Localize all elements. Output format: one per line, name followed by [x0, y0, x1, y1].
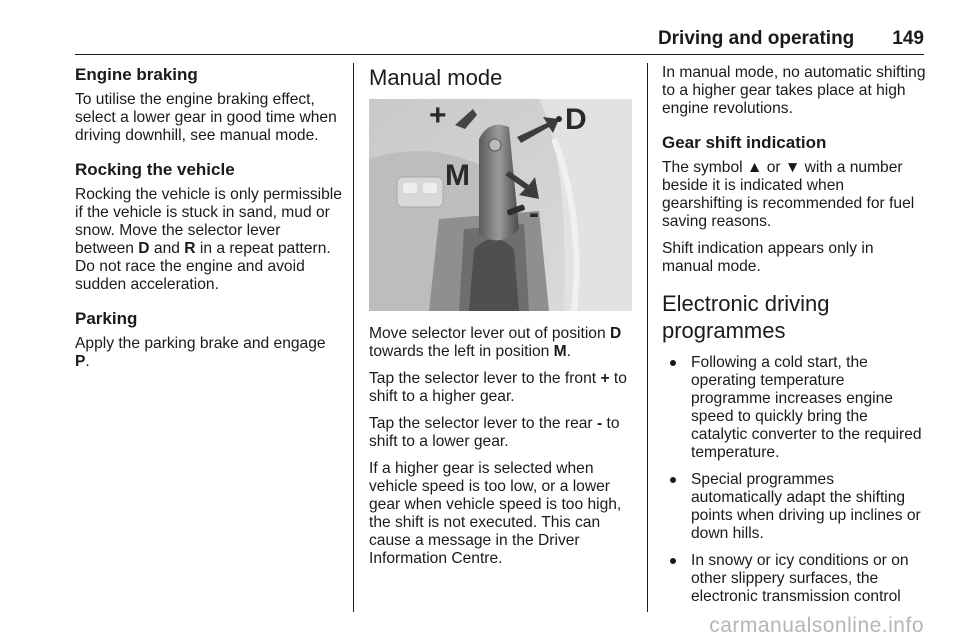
paragraph-parking: Apply the parking brake and engage P. [75, 335, 326, 370]
paragraph-shift-manual-only: Shift indication appears only in manual mode. [662, 240, 874, 275]
lever-label-minus: - [529, 197, 539, 230]
paragraph-rocking-vehicle: Rocking the vehicle is only permissible if the vehicle is stuck in sand, mud or snow. Move the selector lever between D and R in a repeat pattern. Do not race the engine and avoid sudden acceleration. [75, 186, 342, 293]
list-item: Following a cold start, the operating temperature programme increases engine speed to quickly bring the catalytic converter to the required temperature. [662, 354, 928, 462]
section-title: Driving and operating [657, 28, 855, 49]
page-number: 149 [892, 28, 924, 49]
paragraph-engine-braking: To utilise the engine braking effect, select a lower gear in good time when driving downhill, see manual mode. [75, 91, 337, 144]
heading-parking: Parking [75, 309, 138, 328]
page-header [75, 26, 924, 55]
lever-label-plus: + [429, 99, 447, 132]
watermark-text: carmanualsonline.info [709, 614, 924, 637]
column-divider-1 [353, 63, 354, 612]
column-divider-2 [647, 63, 648, 612]
column-left [75, 64, 343, 380]
paragraph-shift-not-executed: If a higher gear is selected when vehicle speed is too low, or a lower gear when vehicle speed is too high, the shift is not executed. This can cause a message in the Driver Information Centre. [369, 460, 622, 567]
column-middle [369, 64, 635, 577]
heading-rocking-vehicle: Rocking the vehicle [75, 160, 235, 179]
paragraph-no-automatic-shift: In manual mode, no automatic shifting to a higher gear takes place at high engine revolutions. [662, 64, 926, 117]
heading-engine-braking: Engine braking [75, 65, 198, 84]
paragraph-move-selector: Move selector lever out of position D towards the left in position M. [369, 325, 622, 360]
heading-electronic-driving-programmes: Electronic driving programmes [662, 291, 830, 343]
lever-label-m: M [445, 159, 470, 192]
selector-lever-illustration [369, 99, 632, 311]
programmes-list [662, 354, 928, 606]
list-item: Special programmes automatically adapt the shifting points when driving up inclines or down hills. [662, 471, 928, 543]
lever-label-d: D [565, 103, 587, 136]
column-right [662, 64, 928, 615]
heading-gear-shift-indication: Gear shift indication [662, 133, 827, 152]
paragraph-tap-front: Tap the selector lever to the front + to shift to a higher gear. [369, 370, 627, 405]
paragraph-tap-rear: Tap the selector lever to the rear - to shift to a lower gear. [369, 415, 620, 450]
paragraph-shift-symbol: The symbol ▲ or ▼ with a number beside it is indicated when gearshifting is recommended for fuel saving reasons. [662, 159, 915, 230]
heading-manual-mode: Manual mode [369, 65, 503, 90]
list-item: In snowy or icy conditions or on other slippery surfaces, the electronic transmission control [662, 552, 928, 606]
